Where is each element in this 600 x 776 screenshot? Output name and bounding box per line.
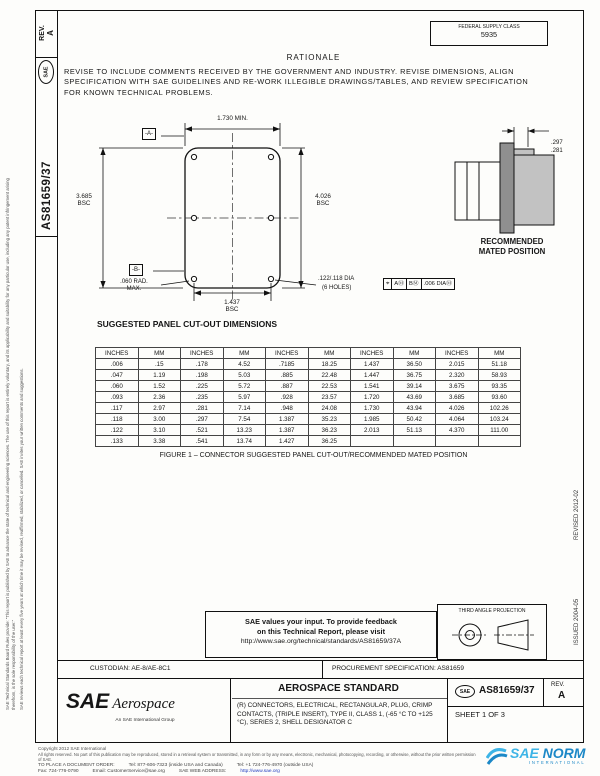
table-cell: 39.14 xyxy=(393,381,436,392)
table-cell: 111.00 xyxy=(478,425,521,436)
table-cell: 22.53 xyxy=(308,381,351,392)
doc-number-vertical: AS81659/37 xyxy=(41,161,53,230)
column-header: INCHES xyxy=(351,348,394,359)
table-cell xyxy=(478,436,521,447)
table-cell: 93.35 xyxy=(478,381,521,392)
feedback-line-1: SAE values your input. To provide feedback xyxy=(245,617,397,626)
rationale-title: RATIONALE xyxy=(286,53,341,62)
table-row xyxy=(96,370,521,381)
table-cell: 1.985 xyxy=(351,414,394,425)
table-cell: .060 xyxy=(96,381,139,392)
footer-order-row xyxy=(38,763,313,768)
column-header: INCHES xyxy=(181,348,224,359)
table-cell: .117 xyxy=(96,403,139,414)
mated-position-section xyxy=(455,143,554,233)
table-cell: 43.94 xyxy=(393,403,436,414)
table-cell: 3.38 xyxy=(138,436,181,447)
mated-position-label-line2: MATED POSITION xyxy=(478,246,546,256)
table-row xyxy=(96,403,521,414)
rev-label: REV. xyxy=(39,25,46,41)
table-row xyxy=(96,425,521,436)
table-cell: 7.14 xyxy=(223,403,266,414)
panel-table-body xyxy=(96,359,521,447)
footer-rights: All rights reserved. No part of this publication may be reproduced, stored in a retrieval system or transmitted, in any form or by any means, electronic, mechanical, photocopying, recording, or otherwise, without the prior written permission of SAE. xyxy=(38,752,476,763)
table-cell: 3.685 xyxy=(436,392,479,403)
table-cell: 13.74 xyxy=(223,436,266,447)
custodian-label: CUSTODIAN: AE-8/AE-8C1 xyxy=(90,665,171,672)
holes-count-note: (6 HOLES) xyxy=(322,285,352,291)
footer-order-label: TO PLACE A DOCUMENT ORDER: xyxy=(38,763,115,768)
custodian-row-bottom-line xyxy=(57,678,584,679)
table-cell: 102.26 xyxy=(478,403,521,414)
title-block-divider-2 xyxy=(447,678,448,743)
position-symbol: ⌖ xyxy=(383,278,392,290)
table-cell: 50.42 xyxy=(393,414,436,425)
column-header: MM xyxy=(478,348,521,359)
watermark-norm: NORM xyxy=(538,744,586,761)
logo-aerospace-text: Aerospace xyxy=(112,696,175,712)
revised-date-vertical: REVISED 2012-02 xyxy=(574,489,580,540)
fcf-tolerance: .006 DIAⓂ xyxy=(422,278,455,290)
fsc-value: 5935 xyxy=(480,30,498,39)
table-cell: 3.10 xyxy=(138,425,181,436)
table-cell: 103.24 xyxy=(478,414,521,425)
issued-date-vertical: ISSUED 2004-05 xyxy=(574,598,580,645)
radius-note-value: .060 RAD. xyxy=(120,279,148,285)
dim-bottom-value: 1.437 xyxy=(224,299,240,306)
logo-subtitle: An SAE International Group xyxy=(115,718,175,723)
table-cell: 2.97 xyxy=(138,403,181,414)
feature-control-frame xyxy=(383,278,455,290)
footer-tel-2: Tel: +1 724-776-4970 (outside USA) xyxy=(236,763,314,768)
watermark-subtitle: INTERNATIONAL xyxy=(528,759,586,765)
table-cell: 4.064 xyxy=(436,414,479,425)
dim-right-unit: BSC xyxy=(316,200,330,208)
rev-box-divider xyxy=(35,57,57,58)
table-cell: 24.08 xyxy=(308,403,351,414)
mated-dim-label xyxy=(551,140,581,156)
column-header: MM xyxy=(223,348,266,359)
table-cell: 58.93 xyxy=(478,370,521,381)
table-cell: 3.675 xyxy=(436,381,479,392)
footer-web-link[interactable]: http://www.sae.org xyxy=(240,769,280,774)
radius-note xyxy=(110,279,158,293)
table-cell: .7185 xyxy=(266,359,309,370)
fsc-box xyxy=(430,21,548,46)
radius-note-max: MAX. xyxy=(126,286,142,293)
procurement-label: PROCUREMENT SPECIFICATION: AS81659 xyxy=(332,665,464,672)
column-header: MM xyxy=(138,348,181,359)
rev-cell-label: REV. xyxy=(551,682,565,688)
table-cell: .118 xyxy=(96,414,139,425)
table-cell: .887 xyxy=(266,381,309,392)
custodian-row-divider xyxy=(322,660,323,678)
table-cell: 36.75 xyxy=(393,370,436,381)
table-cell: 23.57 xyxy=(308,392,351,403)
sae-small-logo-text: SAE xyxy=(459,688,471,695)
standard-description: (R) CONNECTORS, ELECTRICAL, RECTANGULAR, PLUG, CRIMP CONTACTS, (TRIPLE INSERT), TYPE II, CLASS 1, (-65 °C TO +125 °C), SERIES 2, SHELL DESIGNATOR C xyxy=(237,702,433,727)
column-header: INCHES xyxy=(266,348,309,359)
logo-sae-text: SAE xyxy=(66,690,110,713)
table-cell: .928 xyxy=(266,392,309,403)
table-row xyxy=(96,392,521,403)
table-cell: 2.013 xyxy=(351,425,394,436)
custodian-row-top-line xyxy=(57,660,584,661)
sae-oval-logo xyxy=(38,60,54,84)
footer-web-label: SAE WEB ADDRESS: xyxy=(178,769,227,774)
dim-left-label xyxy=(68,193,100,207)
table-cell: 36.50 xyxy=(393,359,436,370)
table-cell: 2.320 xyxy=(436,370,479,381)
rev-cell-divider xyxy=(543,678,544,706)
dim-top-label: 1.730 MIN. xyxy=(217,115,248,122)
fcf-datum-a: AⓂ xyxy=(392,278,407,290)
table-cell xyxy=(393,436,436,447)
sheet-row-divider xyxy=(447,706,584,707)
table-cell: 93.60 xyxy=(478,392,521,403)
fcf-datum-b: BⓂ xyxy=(407,278,422,290)
table-cell xyxy=(351,436,394,447)
feedback-link[interactable]: http://www.sae.org/technical/standards/AS81659/37A xyxy=(240,638,402,646)
table-cell: .047 xyxy=(96,370,139,381)
projection-box xyxy=(437,604,547,660)
table-cell: 5.97 xyxy=(223,392,266,403)
table-cell: 4.026 xyxy=(436,403,479,414)
dim-bottom-unit: BSC xyxy=(225,306,239,314)
table-cell: 36.25 xyxy=(308,436,351,447)
table-cell: 18.25 xyxy=(308,359,351,370)
table-cell: .521 xyxy=(181,425,224,436)
panel-dimensions-table xyxy=(95,347,521,447)
table-cell: 1.720 xyxy=(351,392,394,403)
table-row xyxy=(96,436,521,447)
table-cell: .198 xyxy=(181,370,224,381)
table-cell: .178 xyxy=(181,359,224,370)
aerospace-standard-title: AEROSPACE STANDARD xyxy=(278,683,399,694)
table-cell: 1.19 xyxy=(138,370,181,381)
table-cell: 43.69 xyxy=(393,392,436,403)
dim-bottom-label xyxy=(214,299,250,313)
table-cell: 2.015 xyxy=(436,359,479,370)
table-cell xyxy=(436,436,479,447)
table-row xyxy=(96,359,521,370)
table-cell: .541 xyxy=(181,436,224,447)
table-cell: 1.387 xyxy=(266,414,309,425)
table-cell: 1.387 xyxy=(266,425,309,436)
sae-aerospace-logo xyxy=(66,690,175,714)
dim-right-value: 4.026 xyxy=(315,193,331,200)
footer-email[interactable]: Email: CustomerService@sae.org xyxy=(92,769,165,774)
table-cell: 51.13 xyxy=(393,425,436,436)
margin-legal-text-1: SAE Technical Standards Board Rules provide: “This report is published by SAE to advance the state of technical and engineering sciences. The use of this report is entirely voluntary, and its applicability and suitability for any particular use, including any patent infringement arising therefrom, is the sole responsibility of the user.” xyxy=(5,178,16,710)
rationale-body: REVISE TO INCLUDE COMMENTS RECEIVED BY THE GOVERNMENT AND INDUSTRY. REVISE DIMENSIONS, ALIGN SPECIFICATION WITH SAE GUIDELINES AND RE-WORK ILLEGIBLE DRAWINGS/TABLES, AND REVIEW SPECIFICATION FOR KNOWN TECHNICAL PROBLEMS. xyxy=(64,67,529,97)
rev-box xyxy=(39,12,55,54)
table-cell: .006 xyxy=(96,359,139,370)
sae-norm-watermark xyxy=(486,743,598,767)
table-cell: .225 xyxy=(181,381,224,392)
feedback-line-2: on this Technical Report, please visit xyxy=(257,627,385,637)
table-cell: .281 xyxy=(181,403,224,414)
table-cell: .093 xyxy=(96,392,139,403)
table-row xyxy=(96,414,521,425)
sheet-label: SHEET 1 OF 3 xyxy=(455,710,505,719)
rev-value: A xyxy=(46,30,55,36)
table-cell: .235 xyxy=(181,392,224,403)
footer-tel-1: Tel: 877-606-7323 (inside USA and Canada) xyxy=(128,763,223,768)
title-block-divider-1 xyxy=(230,678,231,743)
figure-caption: FIGURE 1 – CONNECTOR SUGGESTED PANEL CUT-OUT/RECOMMENDED MATED POSITION xyxy=(159,452,468,459)
column-header: MM xyxy=(308,348,351,359)
footer-fax: Fax: 724-776-0790 xyxy=(38,769,79,774)
sae-oval-text: SAE xyxy=(43,66,49,78)
table-cell: .297 xyxy=(181,414,224,425)
table-cell: 13.23 xyxy=(223,425,266,436)
table-row xyxy=(96,381,521,392)
table-cell: 1.447 xyxy=(351,370,394,381)
datum-b-flag: -B- xyxy=(129,264,143,276)
table-cell: 5.03 xyxy=(223,370,266,381)
table-cell: 1.437 xyxy=(351,359,394,370)
doc-number: AS81659/37 xyxy=(479,685,535,696)
table-cell: 5.72 xyxy=(223,381,266,392)
holes-note: .122/.118 DIA xyxy=(318,276,355,282)
table-cell: .15 xyxy=(138,359,181,370)
watermark-sae: SAE xyxy=(510,744,539,761)
table-cell: 1.541 xyxy=(351,381,394,392)
mated-position-label-line1: RECOMMENDED xyxy=(480,237,544,246)
title-underline xyxy=(232,698,447,699)
table-cell: 36.23 xyxy=(308,425,351,436)
footer-contact-row xyxy=(38,769,280,774)
table-cell: 1.730 xyxy=(351,403,394,414)
projection-label: THIRD ANGLE PROJECTION xyxy=(458,608,526,614)
mated-position-label xyxy=(447,237,577,256)
panel-table-title: SUGGESTED PANEL CUT-OUT DIMENSIONS xyxy=(97,319,278,329)
table-cell: 1.52 xyxy=(138,381,181,392)
column-header: MM xyxy=(393,348,436,359)
table-cell: 4.370 xyxy=(436,425,479,436)
table-cell: .948 xyxy=(266,403,309,414)
column-header: INCHES xyxy=(96,348,139,359)
doc-number-strip-divider xyxy=(35,236,57,237)
table-cell: 1.427 xyxy=(266,436,309,447)
table-cell: 51.18 xyxy=(478,359,521,370)
rev-cell-value: A xyxy=(558,690,566,701)
table-cell: 35.23 xyxy=(308,414,351,425)
panel-table-head-row xyxy=(96,348,521,359)
column-header: INCHES xyxy=(436,348,479,359)
table-cell: 2.36 xyxy=(138,392,181,403)
fsc-label: FEDERAL SUPPLY CLASS xyxy=(458,24,520,30)
table-cell: 7.54 xyxy=(223,414,266,425)
third-angle-projection-icon xyxy=(442,616,542,654)
table-cell: .133 xyxy=(96,436,139,447)
table-cell: 3.00 xyxy=(138,414,181,425)
sae-norm-wave-icon xyxy=(486,743,508,767)
datum-a-flag: -A- xyxy=(142,128,156,140)
sae-small-logo xyxy=(455,685,475,698)
footer-copyright: Copyright 2012 SAE International xyxy=(38,746,107,751)
dim-left-value: 3.685 xyxy=(76,193,92,200)
table-cell: .122 xyxy=(96,425,139,436)
feedback-box xyxy=(205,611,437,658)
table-cell: .885 xyxy=(266,370,309,381)
mated-dim-lower: .281 xyxy=(551,147,563,154)
table-cell: 4.52 xyxy=(223,359,266,370)
mated-dim-upper: .297 xyxy=(551,140,563,146)
table-cell: 22.48 xyxy=(308,370,351,381)
dim-right-label xyxy=(306,193,340,207)
margin-legal-text-2: SAE reviews each technical report at least every five years at which time it may be revised, reaffirmed, stabilized, or cancelled. SAE invites your written comments and suggestions. xyxy=(19,368,24,710)
dim-left-unit: BSC xyxy=(77,200,91,208)
